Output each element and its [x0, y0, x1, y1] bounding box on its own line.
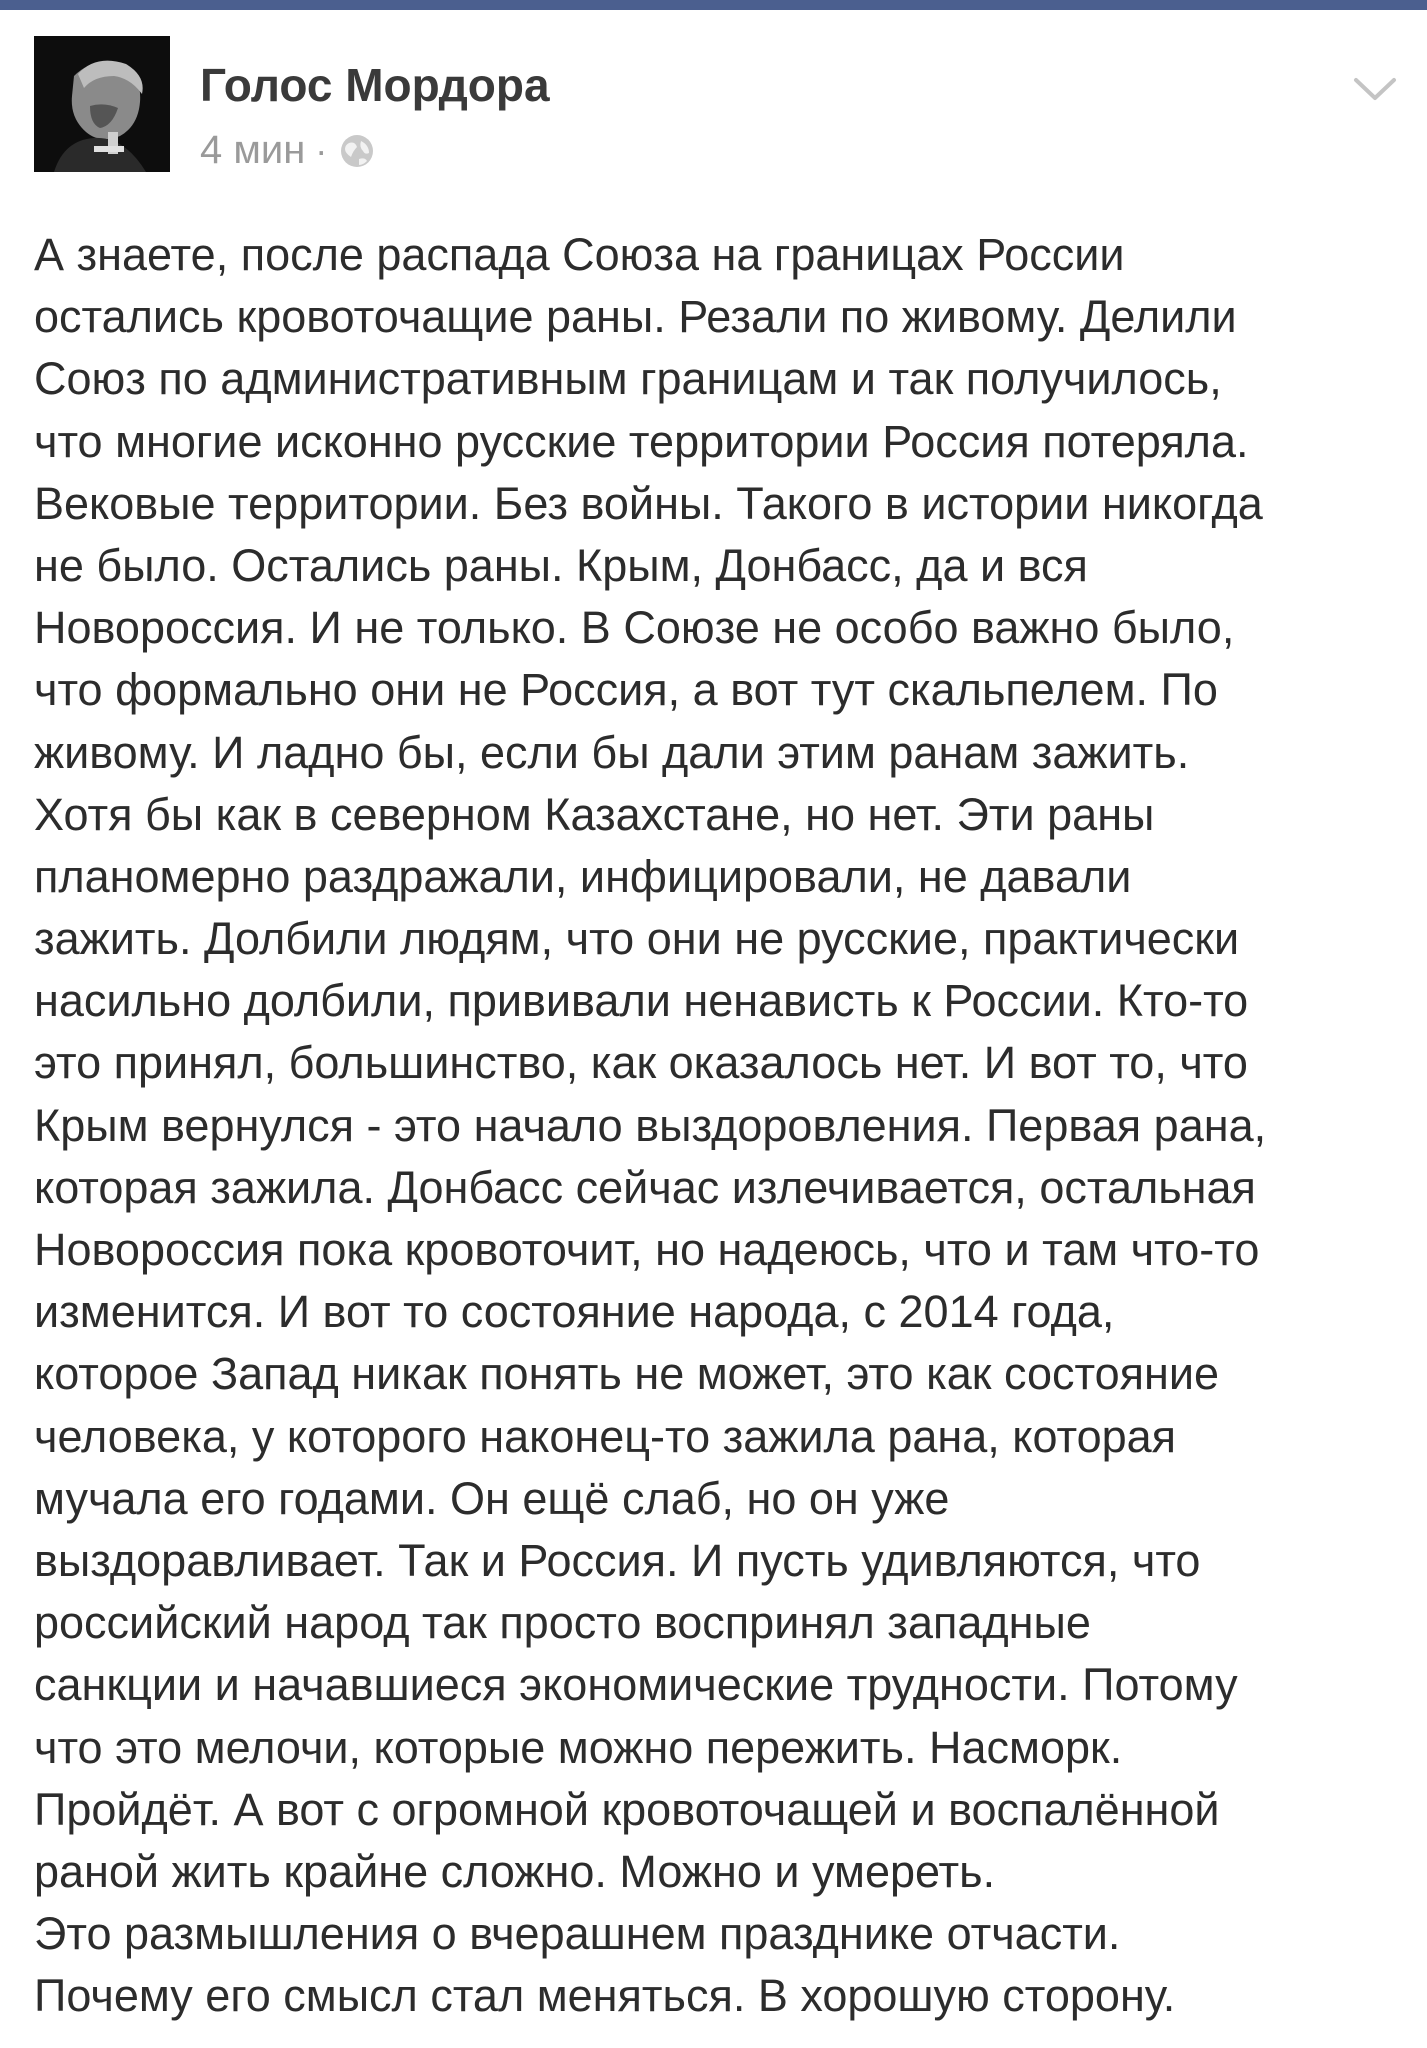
- post-text-line: Крым вернулся - это начало выздоровления. Первая рана,: [34, 1099, 1267, 1151]
- post-text: [34, 224, 1409, 2027]
- post-text-line: раной жить крайне сложно. Можно и умереть.: [34, 1845, 996, 1897]
- globe-icon: [339, 133, 375, 169]
- post-text-line: санкции и начавшиеся экономические трудности. Потому: [34, 1659, 1238, 1711]
- avatar-photo: [34, 36, 170, 172]
- post-meta: [200, 128, 375, 173]
- post-text-line: насильно долбили, прививали ненависть к России. Кто-то: [34, 975, 1249, 1027]
- meta-separator: ·: [315, 129, 328, 171]
- post-text-line: живому. И ладно бы, если бы дали этим ранам зажить.: [34, 726, 1190, 778]
- post-text-line: Пройдёт. А вот с огромной кровоточащей и воспалённой: [34, 1783, 1220, 1835]
- post-text-line: Новороссия пока кровоточит, но надеюсь, что и там что-то: [34, 1224, 1260, 1275]
- post-text-line: Союз по административным границам и так получилось,: [34, 353, 1222, 405]
- post-text-line: остались кровоточащие раны. Резали по живому. Делили: [34, 291, 1237, 343]
- post-text-line: что многие исконно русские территории Россия потеряла.: [34, 415, 1249, 467]
- author-name[interactable]: Голос Мордора: [200, 59, 550, 111]
- post-text-line: Почему его смысл стал меняться. В хорошую сторону.: [34, 1970, 1176, 2022]
- post-text-line: А знаете, после распада Союза на границах России: [34, 229, 1125, 280]
- post-text-line: что формально они не Россия, а вот тут скальпелем. По: [34, 664, 1218, 716]
- post-text-line: не было. Остались раны. Крым, Донбасс, да и вся: [34, 539, 1088, 591]
- post-text-line: зажить. Долбили людям, что они не русские, практически: [34, 913, 1240, 965]
- post-text-line: российский народ так просто воспринял западные: [34, 1597, 1091, 1649]
- post-text-line: это принял, большинство, как оказалось нет. И вот то, что: [34, 1037, 1248, 1089]
- post-text-line: Это размышления о вчерашнем празднике отчасти.: [34, 1908, 1121, 1960]
- post-text-line: Хотя бы как в северном Казахстане, но нет. Эти раны: [34, 788, 1155, 840]
- post-text-line: которая зажила. Донбасс сейчас излечивается, остальная: [34, 1161, 1256, 1213]
- post-text-line: Вековые территории. Без войны. Такого в истории никогда: [34, 477, 1263, 529]
- post-card: [0, 10, 1427, 2048]
- top-bar: [0, 0, 1427, 10]
- post-text-line: Новороссия. И не только. В Союзе не особо важно было,: [34, 602, 1235, 654]
- post-text-line: что это мелочи, которые можно пережить. Насморк.: [34, 1721, 1123, 1773]
- post-text-line: планомерно раздражали, инфицировали, не давали: [34, 850, 1132, 902]
- post-text-line: которое Запад никак понять не может, это как состояние: [34, 1348, 1220, 1400]
- post-text-line: мучала его годами. Он ещё слаб, но он уже: [34, 1472, 950, 1524]
- post-time[interactable]: 4 мин: [200, 128, 306, 172]
- avatar[interactable]: [34, 36, 170, 172]
- post-text-line: изменится. И вот то состояние народа, с 2014 года,: [34, 1286, 1115, 1338]
- chevron-down-icon[interactable]: [1350, 70, 1400, 110]
- post-text-line: выздоравливает. Так и Россия. И пусть удивляются, что: [34, 1534, 1201, 1586]
- post-text-line: человека, у которого наконец-то зажила рана, которая: [34, 1410, 1177, 1462]
